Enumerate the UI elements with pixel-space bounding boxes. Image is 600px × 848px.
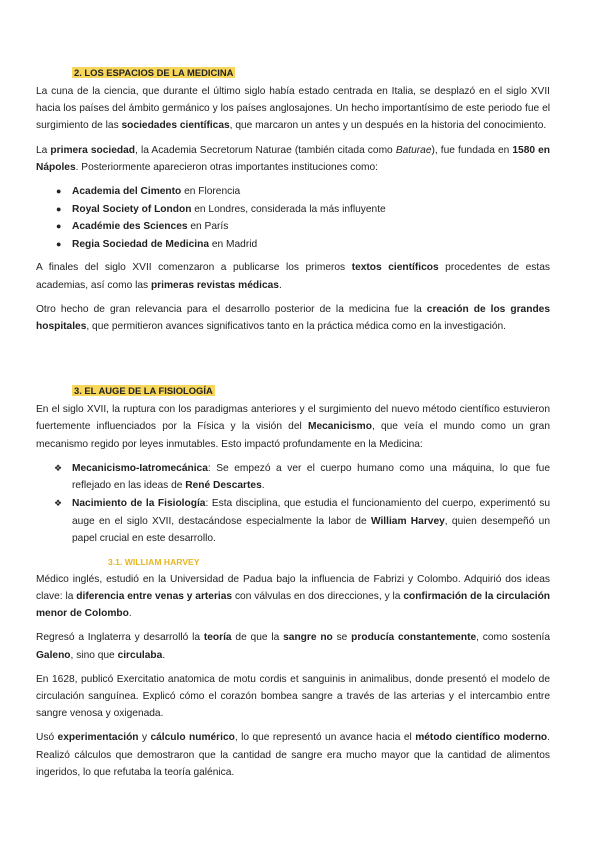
list-item: ❖ Nacimiento de la Fisiología: Esta disciplina, que estudia el funcionamiento del cuerpo, experimentó su auge en el siglo XVII, destacándose especialmente la labor de William Harvey, quien desempeñó un papel crucial en este desarrollo. bbox=[36, 495, 550, 548]
section-heading-fisiologia: 3. EL AUGE DE LA FISIOLOGÍA bbox=[74, 385, 213, 397]
paragraph: A finales del siglo XVII comenzaron a publicarse los primeros textos científicos procedentes de estas academias, así como las primeras revistas médicas. bbox=[36, 262, 550, 291]
diamond-bullet-icon: ❖ bbox=[54, 462, 63, 473]
bullet-icon: ● bbox=[56, 221, 62, 232]
list-item: ● Regia Sociedad de Medicina en Madrid bbox=[36, 236, 550, 254]
document-page bbox=[36, 66, 550, 788]
list-item: ● Académie des Sciences en París bbox=[36, 218, 550, 236]
paragraph: Otro hecho de gran relevancia para el desarrollo posterior de la medicina fue la creación de los grandes hospitales, que permitieron avances significativos tanto en la práctica médica como en la investigación. bbox=[36, 303, 550, 332]
societies-list bbox=[36, 183, 550, 253]
paragraph: La cuna de la ciencia, que durante el último siglo había estado centrada en Italia, se desplazó en el siglo XVII hacia los países del ámbito germánico y los países anglosajones. Un hecho importantísimo de este periodo fue el surgimiento de las sociedades científicas, que marcaron un antes y un después en la historia del conocimiento. bbox=[36, 86, 550, 132]
paragraph: En el siglo XVII, la ruptura con los paradigmas anteriores y el surgimiento del nuevo método científico estuvieron fuertemente influenciados por la Física y la visión del Mecanicismo, que veía el mundo como un gran mecanismo regido por leyes inmutables. Esto impactó profundamente en la Medicina: bbox=[36, 404, 550, 450]
paragraph: Médico inglés, estudió en la Universidad de Padua bajo la influencia de Fabrizi y Colombo. Adquirió dos ideas clave: la diferencia entre venas y arterias con válvulas en dos direcciones, y la confirmación de la circulación menor de Colombo. bbox=[36, 573, 551, 620]
paragraph: En 1628, publicó Exercitatio anatomica de motu cordis et sanguinis in animalibus, donde presentó el modelo de circulación sanguínea. Explicó cómo el corazón bombea sangre a través de las arterias y el intercambio entre sangre venosa y oxigenada. bbox=[36, 673, 550, 720]
mecanicismo-list bbox=[36, 460, 550, 548]
bullet-icon: ● bbox=[56, 238, 62, 249]
paragraph: Regresó a Inglaterra y desarrolló la teoría de que la sangre no se producía constantemente, como sostenía Galeno, sino que circulaba. bbox=[36, 632, 551, 661]
subsection-heading-harvey: 3.1. WILLIAM HARVEY bbox=[108, 556, 200, 567]
bullet-icon: ● bbox=[56, 203, 62, 214]
list-item: ● Royal Society of London en Londres, considerada la más influyente bbox=[36, 201, 550, 219]
list-item: ● Academia del Cimento en Florencia bbox=[36, 183, 550, 201]
section-heading-espacios: 2. LOS ESPACIOS DE LA MEDICINA bbox=[74, 67, 234, 78]
list-item: ❖ Mecanicismo-Iatromecánica: Se empezó a ver el cuerpo humano como una máquina, lo que fue reflejado en las ideas de René Descartes. bbox=[36, 460, 550, 495]
paragraph: La primera sociedad, la Academia Secretorum Naturae (también citada como Baturae), fue fundada en 1580 en Nápoles. Posteriormente aparecieron otras importantes instituciones como: bbox=[36, 144, 550, 173]
diamond-bullet-icon: ❖ bbox=[54, 498, 63, 508]
paragraph: Usó experimentación y cálculo numérico, lo que representó un avance hacia el método científico moderno. Realizó cálculos que demostraron que la cantidad de sangre era mucho mayor que la cantidad de alimentos ingeridos, lo que refutaba la teoría galénica. bbox=[36, 732, 550, 778]
bullet-icon: ● bbox=[56, 186, 62, 197]
